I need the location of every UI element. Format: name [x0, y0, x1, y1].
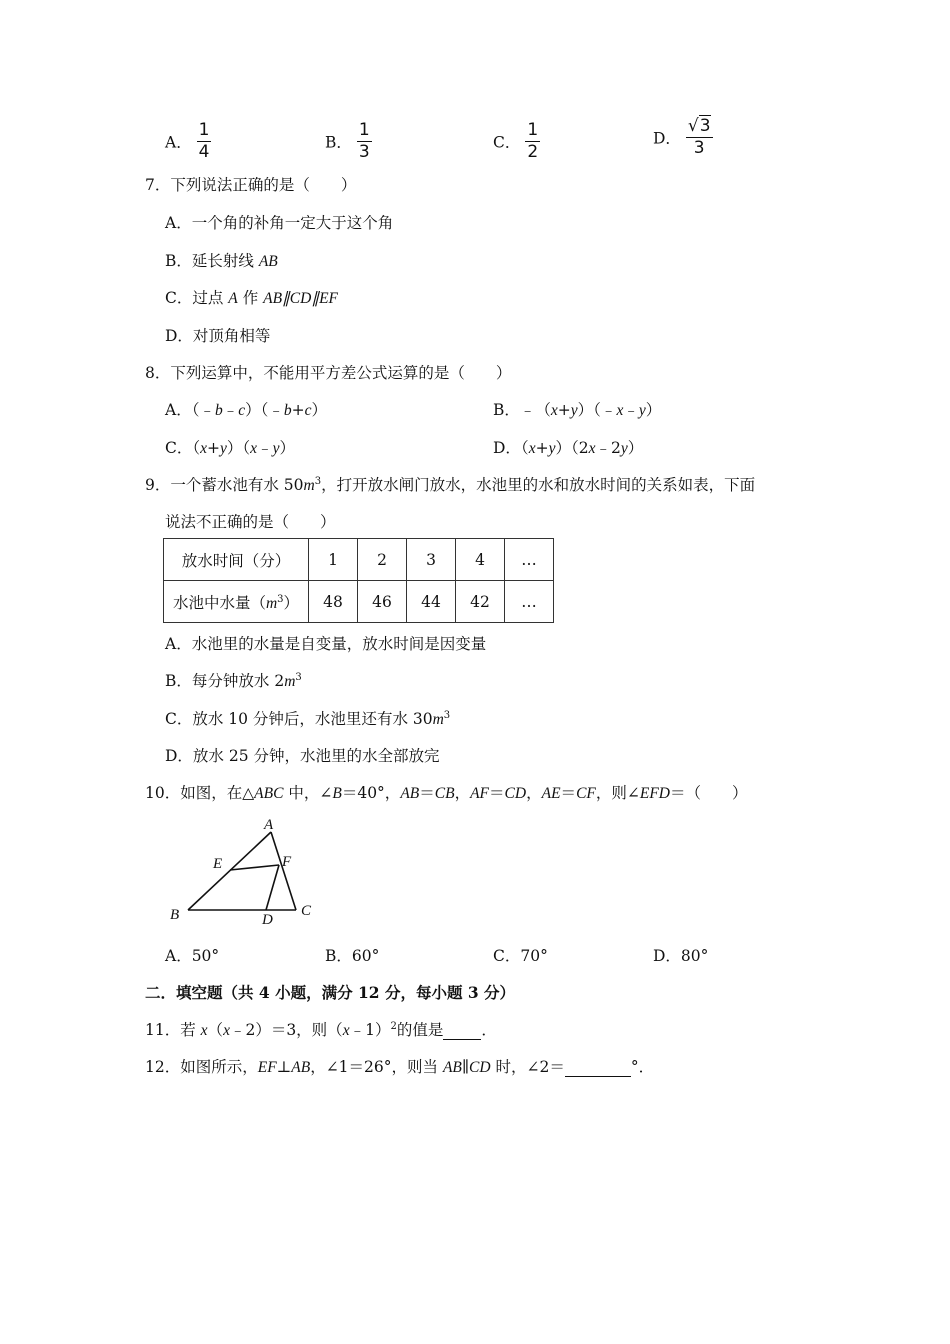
option-letter: A． — [165, 133, 192, 152]
q10-option-d: D．80° — [653, 947, 709, 965]
table-row — [164, 539, 554, 581]
option-letter: C． — [493, 133, 521, 152]
segment-ab — [188, 832, 271, 910]
option-letter: B． — [325, 133, 352, 152]
label-f: F — [282, 854, 292, 870]
table-header-cell: 水池中水量$(m^3)$ — [164, 581, 309, 623]
q8-option-a: A．（﹣b﹣c）（﹣b+c） — [165, 401, 328, 419]
q8-option-d: D．（x+y）（2x﹣2y） — [493, 439, 644, 457]
table-cell: 3 — [407, 539, 456, 581]
q9-stem: 9．一个蓄水池有水 $50m^3$，打开放水闸门放水，水池里的水和放水时间的关系如表，下面 — [145, 475, 756, 494]
q8-option-c: C．（x+y）（x﹣y） — [165, 439, 295, 457]
label-d: D — [262, 912, 273, 928]
label-a: A — [264, 817, 274, 833]
segment-ac — [271, 832, 296, 910]
table-cell: 48 — [309, 581, 358, 623]
q7-option-c: C．过点 A 作 AB∥CD∥EF — [165, 289, 339, 307]
q9-stem-line2: 说法不正确的是（ ） — [165, 513, 336, 531]
section-heading: 二．填空题（共 4 小题，满分 12 分，每小题 3 分） — [145, 983, 516, 1002]
q10-stem: 10．如图，在△ABC 中，∠B＝40°，AB＝CB，AF＝CD，AE＝CF，则∠EFD＝（ ） — [145, 784, 748, 802]
label-c: C — [301, 903, 312, 919]
label-b: B — [170, 907, 180, 923]
q9-option-d: D．放水 25 分钟，水池里的水全部放完 — [165, 747, 440, 765]
q10-option-b: B．60° — [325, 947, 380, 965]
sqrt-icon: √ — [687, 116, 699, 136]
q6-option-d — [653, 118, 713, 157]
table-cell: 44 — [407, 581, 456, 623]
fraction: $\frac{√3}{3}$ — [687, 116, 711, 158]
fraction: $\frac{1}{4}$ — [198, 120, 210, 162]
table-cell: 2 — [358, 539, 407, 581]
q6-option-c — [493, 122, 540, 161]
table-cell: 46 — [358, 581, 407, 623]
q9-table — [163, 538, 554, 623]
q9-option-b: B．每分钟放水 $2m^3$ — [165, 671, 302, 690]
table-header-cell: 放水时间（分） — [164, 539, 309, 581]
option-letter: D． — [653, 129, 681, 148]
q8-option-b: B．﹣（x+y）（﹣x﹣y） — [493, 401, 662, 419]
fraction: $\frac{1}{2}$ — [527, 120, 539, 162]
q7-option-d: D．对顶角相等 — [165, 327, 271, 345]
table-cell: … — [505, 539, 554, 581]
q9-option-a: A．水池里的水量是自变量，放水时间是因变量 — [165, 635, 487, 653]
q7-stem: 7．下列说法正确的是（ ） — [145, 176, 357, 194]
q7-option-b: B．延长射线 AB — [165, 252, 278, 270]
table-row — [164, 581, 554, 623]
q10-option-a: A．50° — [165, 947, 220, 965]
label-e: E — [213, 856, 223, 872]
q7-option-a: A．一个角的补角一定大于这个角 — [165, 214, 394, 232]
q6-option-b — [325, 122, 372, 161]
segment-fd — [266, 865, 279, 910]
fraction: $\frac{1}{3}$ — [358, 120, 370, 162]
q8-stem: 8．下列运算中，不能用平方差公式运算的是（ ） — [145, 364, 512, 382]
q10-option-c: C．70° — [493, 947, 548, 965]
q9-option-c: C．放水 10 分钟后，水池里还有水 $30m^3$ — [165, 709, 451, 728]
q10-triangle-figure — [160, 812, 330, 932]
answer-blank[interactable] — [443, 1021, 481, 1040]
table-cell: 4 — [456, 539, 505, 581]
q11-stem: 11．若 x（x﹣2）＝3，则（x﹣1）$^2$的值是 ． — [145, 1020, 497, 1039]
table-cell: 1 — [309, 539, 358, 581]
table-cell: … — [505, 581, 554, 623]
q12-stem: 12．如图所示，EF⊥AB，∠1＝26°，则当 AB∥CD 时，∠2＝ °． — [145, 1058, 655, 1076]
table-cell: 42 — [456, 581, 505, 623]
segment-ef — [230, 865, 279, 870]
answer-blank[interactable] — [565, 1058, 631, 1077]
q6-option-a — [165, 122, 211, 161]
